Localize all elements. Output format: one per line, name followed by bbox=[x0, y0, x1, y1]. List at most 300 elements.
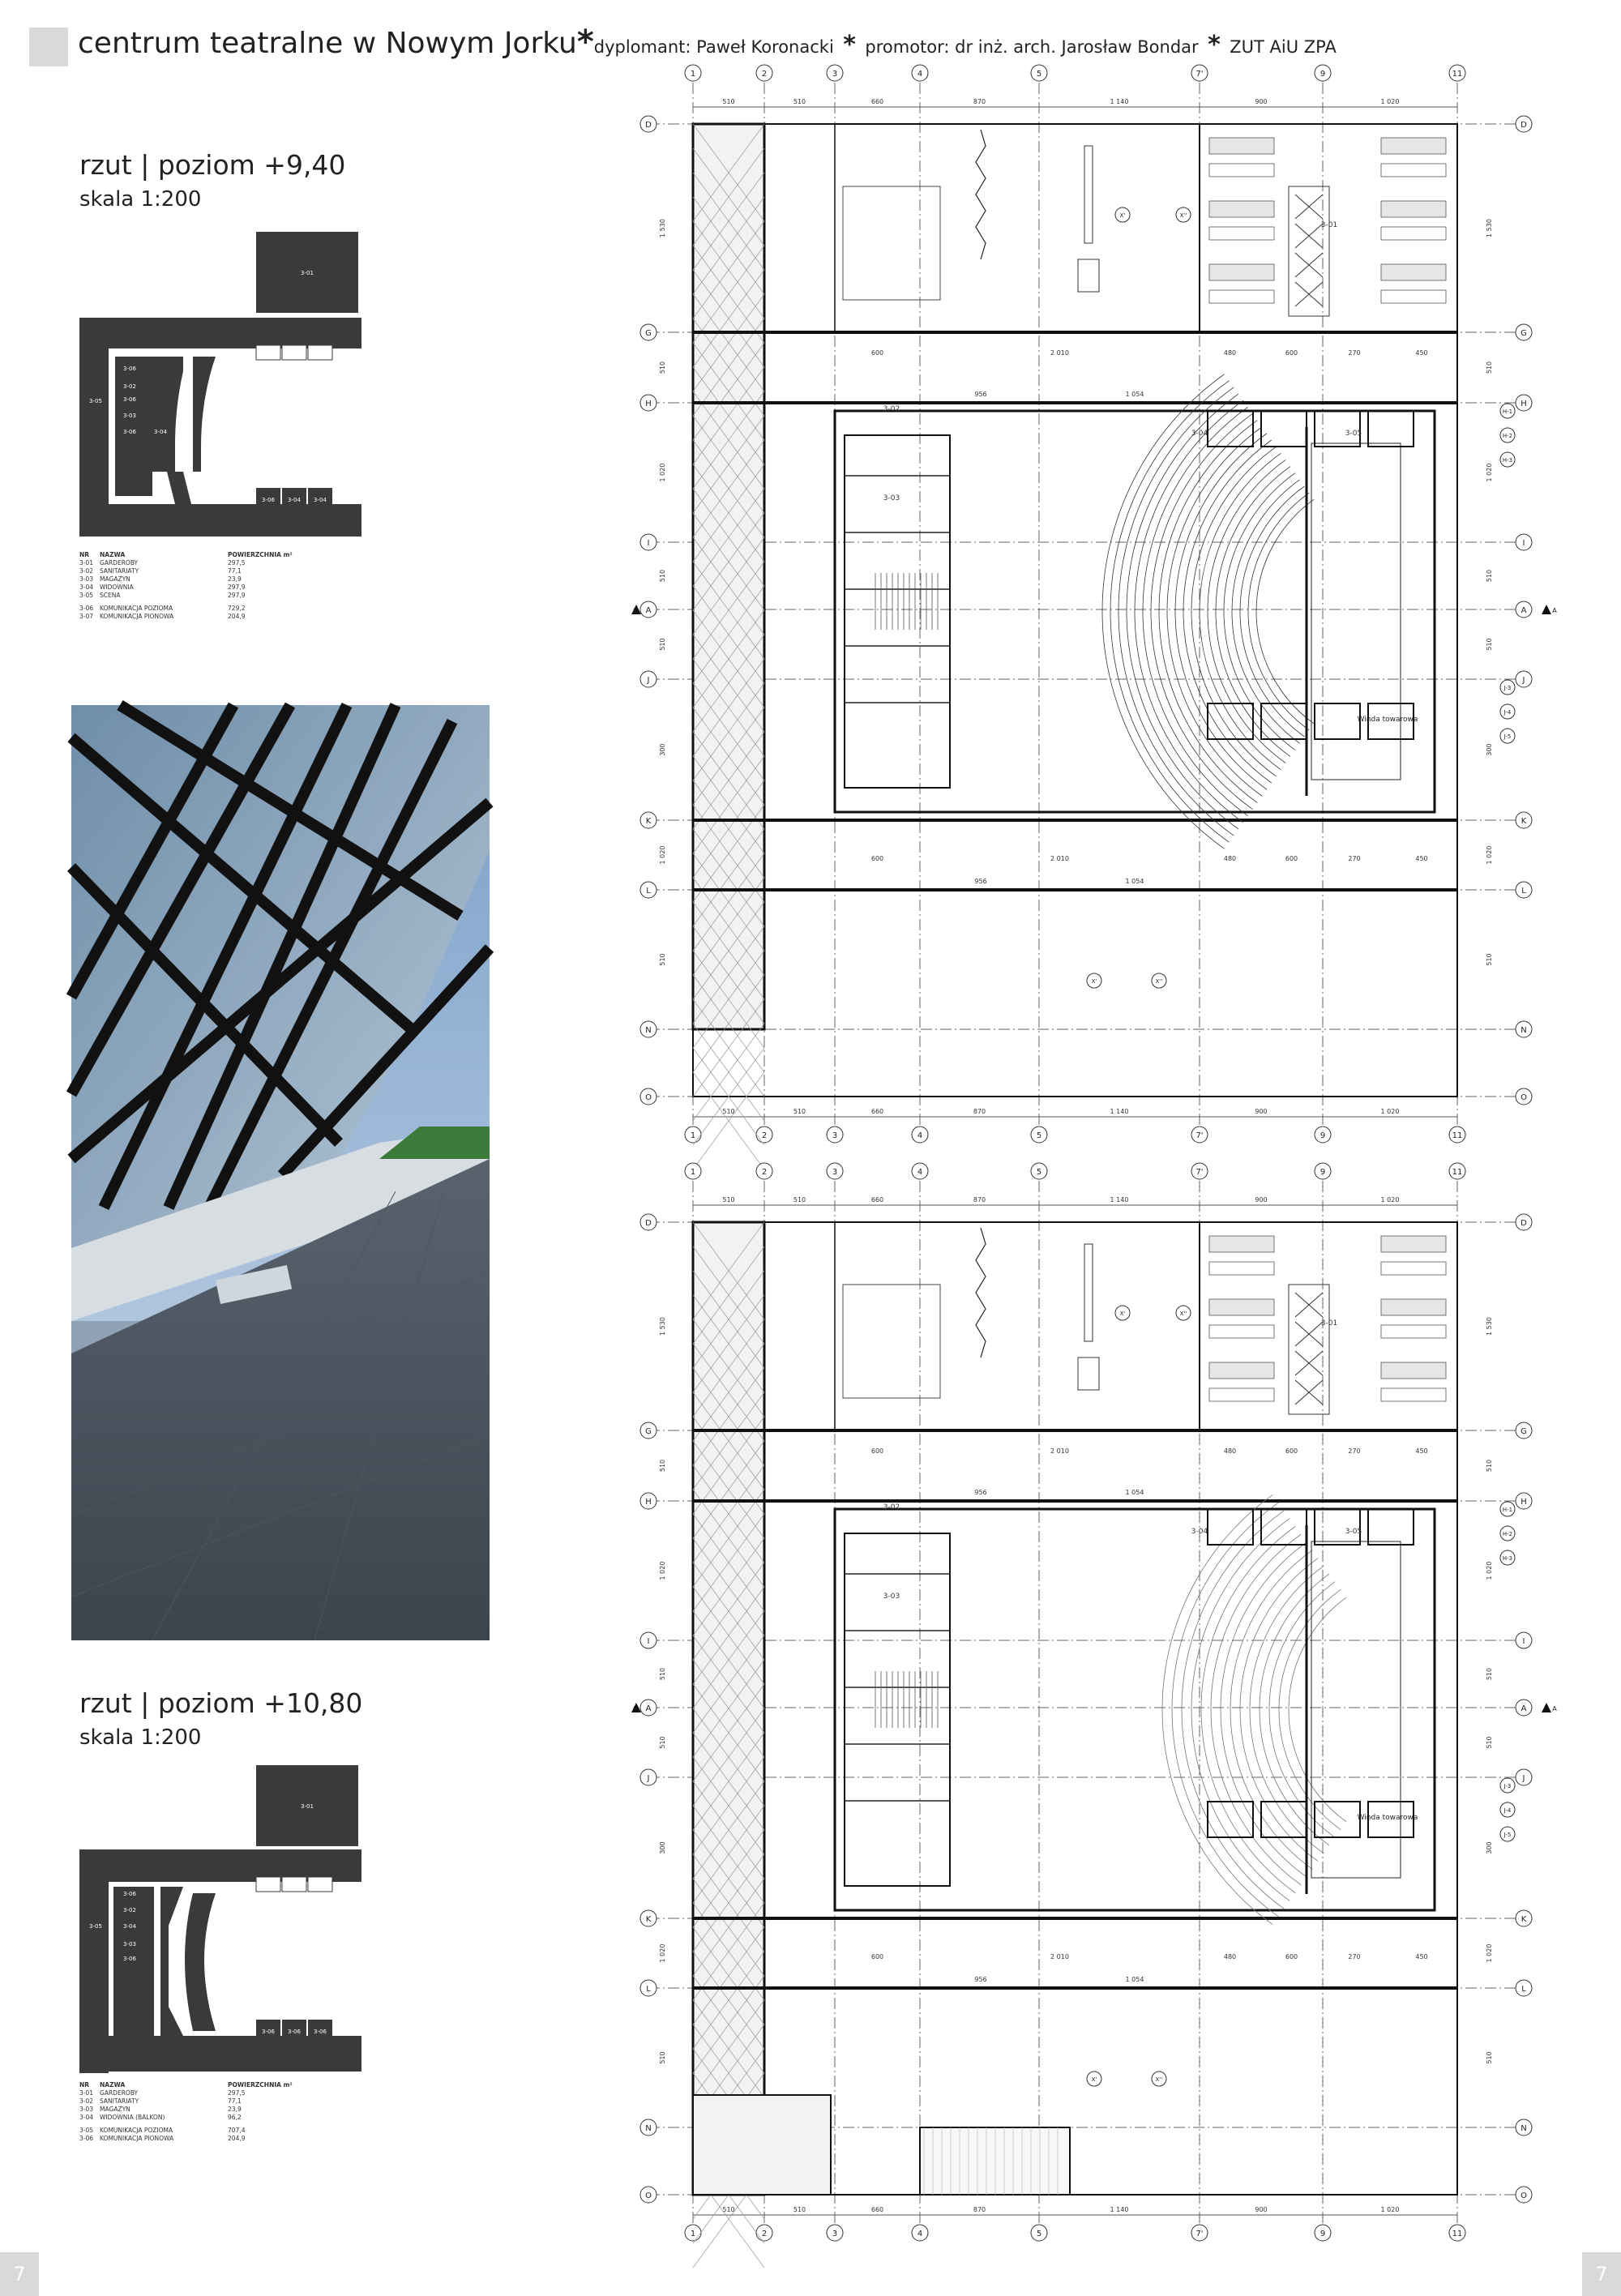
lift-shaft bbox=[1261, 703, 1307, 739]
freight-lift-label: Winda towarowa bbox=[1357, 1814, 1418, 1822]
room-label: 3-04 bbox=[1191, 1528, 1208, 1536]
thumb-room-label: 3-03 bbox=[123, 1941, 136, 1948]
dressing-table bbox=[1209, 201, 1274, 217]
curtain bbox=[976, 130, 986, 259]
thumb-room-label: 3-04 bbox=[123, 1923, 136, 1930]
seating-row bbox=[1182, 1511, 1284, 1909]
axis-label: 5 bbox=[1036, 1131, 1042, 1140]
dressing-table bbox=[1381, 1362, 1446, 1379]
dressing-bench bbox=[1381, 1388, 1446, 1401]
legend-cell: 204,9 bbox=[228, 613, 246, 620]
axis-label: N bbox=[645, 2124, 652, 2133]
axis-label: 4 bbox=[917, 1168, 923, 1177]
dimension-label: 1 054 bbox=[1125, 1976, 1144, 1983]
dressing-bench bbox=[1209, 290, 1274, 303]
dimension-label: 1 020 bbox=[1486, 1943, 1493, 1963]
dimension-label: 1 020 bbox=[1486, 463, 1493, 482]
dressing-bench bbox=[1381, 1262, 1446, 1275]
legend-cell: 297,9 bbox=[228, 584, 246, 591]
plan-scale-2: skala 1:200 bbox=[79, 1725, 202, 1750]
axis-label: L bbox=[646, 1985, 651, 1994]
legend-cell: MAGAZYN bbox=[100, 2106, 130, 2113]
thumbnail-plan-2 bbox=[79, 1764, 365, 2075]
dressing-bench bbox=[1209, 1325, 1274, 1338]
axis-label: L bbox=[646, 887, 651, 896]
legend-cell: 3-07 bbox=[79, 613, 94, 620]
dressing-table bbox=[1209, 1236, 1274, 1252]
legend-cell: POWIERZCHNIA m² bbox=[228, 551, 293, 558]
thumb-room-label: 3-06 bbox=[314, 2029, 327, 2035]
dimension-label: 450 bbox=[1415, 349, 1428, 357]
axis-label: D bbox=[1520, 121, 1527, 130]
grid-tag-label: J-5 bbox=[1503, 733, 1512, 740]
legend-cell: 729,2 bbox=[228, 605, 246, 612]
axis-label: 1 bbox=[690, 1131, 696, 1140]
axis-label: 7' bbox=[1195, 2230, 1204, 2238]
thumb-room-label: 3-06 bbox=[123, 396, 136, 403]
axis-label: 11 bbox=[1452, 2230, 1463, 2238]
dressing-table bbox=[1381, 138, 1446, 154]
legend-cell: 3-01 bbox=[79, 559, 94, 567]
plan-title-1: rzut | poziom +9,40 bbox=[79, 149, 346, 181]
dressing-table bbox=[1381, 264, 1446, 280]
axis-label: K bbox=[645, 817, 652, 826]
axis-label: 3 bbox=[832, 1131, 838, 1140]
legend-table-1 bbox=[79, 551, 299, 621]
dimension-label: 660 bbox=[870, 1196, 884, 1204]
thumb-room-label: 3-06 bbox=[288, 1883, 301, 1890]
axis-label: 9 bbox=[1319, 1131, 1326, 1140]
section-arrow bbox=[1542, 1703, 1551, 1712]
legend-row bbox=[79, 2114, 299, 2122]
thumb-room-label: 3-06 bbox=[262, 2029, 275, 2035]
legend-row bbox=[79, 2135, 299, 2143]
legend-row bbox=[79, 2089, 299, 2097]
lift-shaft bbox=[1315, 1509, 1360, 1545]
legend-cell: KOMUNIKACJA POZIOMA bbox=[100, 2127, 173, 2134]
axis-label: 7' bbox=[1195, 1168, 1204, 1177]
axis-label: K bbox=[1520, 817, 1527, 826]
auditorium-outline bbox=[835, 1509, 1435, 1910]
legend-row bbox=[79, 2081, 299, 2089]
dressing-bench bbox=[1381, 164, 1446, 177]
dimension-label: 600 bbox=[870, 1953, 884, 1960]
legend-cell: 3-04 bbox=[79, 584, 94, 591]
legend-cell: NAZWA bbox=[100, 2081, 126, 2089]
legend-cell: 3-03 bbox=[79, 575, 94, 583]
grid-tag-label: J-4 bbox=[1503, 709, 1512, 716]
dressing-table bbox=[1381, 1236, 1446, 1252]
axis-label: K bbox=[1520, 1915, 1527, 1924]
legend-cell: 23,9 bbox=[228, 2106, 242, 2113]
dimension-label: 510 bbox=[1486, 361, 1493, 374]
dimension-label: 1 020 bbox=[659, 1561, 666, 1580]
room-label: 3-02 bbox=[883, 405, 900, 413]
grid-tag-label: J-3 bbox=[1503, 685, 1512, 691]
service-core bbox=[845, 435, 950, 788]
dimension-label: 1 054 bbox=[1125, 878, 1144, 885]
reference-marker-label: X'' bbox=[1179, 212, 1187, 219]
thumb-band bbox=[79, 318, 361, 348]
legend-table-2 bbox=[79, 2081, 299, 2143]
grid-tag-label: J-5 bbox=[1503, 1832, 1512, 1838]
section-mark-label: A bbox=[1552, 607, 1557, 614]
axis-label: A bbox=[1520, 606, 1527, 615]
legend-cell: POWIERZCHNIA m² bbox=[228, 2081, 293, 2089]
legend-row bbox=[79, 2127, 299, 2135]
thumb-room-label: 3-06 bbox=[262, 497, 275, 503]
legend-cell: NR bbox=[79, 551, 90, 558]
dimension-label: 600 bbox=[1285, 855, 1298, 862]
dimension-label: 1 530 bbox=[659, 219, 666, 237]
dimension-label: 270 bbox=[1348, 1447, 1361, 1455]
dimension-label: 1 140 bbox=[1110, 1196, 1129, 1204]
dimension-label: 510 bbox=[659, 638, 666, 651]
axis-label: J bbox=[1522, 1774, 1525, 1783]
dimension-label: 956 bbox=[974, 1976, 987, 1983]
legend-cell: GARDEROBY bbox=[100, 2089, 139, 2097]
thumb-room-label: 3-06 bbox=[123, 1956, 136, 1962]
dimension-label: 600 bbox=[870, 349, 884, 357]
dimension-label: 300 bbox=[659, 743, 666, 756]
thumb-balcony bbox=[160, 1887, 183, 2036]
legend-cell: 96,2 bbox=[228, 2114, 242, 2121]
dimension-label: 870 bbox=[973, 98, 986, 105]
thumb-room-label: 3-01 bbox=[301, 1803, 314, 1810]
thumb-band bbox=[79, 318, 109, 537]
dimension-label: 510 bbox=[793, 2206, 806, 2213]
room-label: 3-01 bbox=[1320, 1319, 1338, 1328]
room-label: 3-05 bbox=[1345, 430, 1362, 438]
seating-row bbox=[1110, 381, 1229, 842]
axis-label: J bbox=[647, 1774, 650, 1783]
counterweight bbox=[1078, 259, 1099, 292]
axis-label: H bbox=[1520, 400, 1527, 408]
axis-label: N bbox=[1520, 2124, 1527, 2133]
axis-label: D bbox=[1520, 1219, 1527, 1228]
section-mark-label: A bbox=[632, 607, 637, 614]
seating-row bbox=[1230, 1550, 1312, 1870]
legend-table bbox=[79, 2081, 299, 2143]
thumb-room-label: 3-01 bbox=[301, 270, 314, 276]
thumb-room-label: 3-04 bbox=[288, 497, 301, 503]
dimension-label: 1 020 bbox=[1380, 98, 1400, 105]
dimension-label: 600 bbox=[1285, 1953, 1298, 1960]
axis-label: J bbox=[647, 676, 650, 685]
thumb-balcony bbox=[185, 1893, 216, 2031]
stage-tower bbox=[835, 124, 1200, 332]
dimension-label: 2 010 bbox=[1050, 855, 1069, 862]
dimension-label: 1 530 bbox=[659, 1317, 666, 1336]
dimension-label: 1 530 bbox=[1486, 1317, 1493, 1336]
dimension-label: 1 020 bbox=[1486, 845, 1493, 865]
axis-label: 2 bbox=[761, 2230, 768, 2238]
axis-label: G bbox=[645, 329, 652, 338]
dimension-label: 2 010 bbox=[1050, 349, 1069, 357]
dimension-label: 270 bbox=[1348, 1953, 1361, 1960]
dimension-label: 510 bbox=[659, 953, 666, 966]
legend-cell: GARDEROBY bbox=[100, 559, 139, 567]
dressing-table bbox=[1381, 1299, 1446, 1315]
seating-row bbox=[1240, 486, 1304, 737]
thumb-room-label: 3-05 bbox=[89, 1923, 102, 1930]
dimension-label: 870 bbox=[973, 1196, 986, 1204]
seating-row bbox=[1289, 1597, 1346, 1822]
service-core bbox=[845, 1533, 950, 1886]
dressing-bench bbox=[1209, 1262, 1274, 1275]
axis-label: 3 bbox=[832, 1168, 838, 1177]
dimension-label: 510 bbox=[1486, 953, 1493, 966]
legend-cell: SCENA bbox=[100, 592, 121, 599]
building-outline bbox=[693, 124, 1457, 1097]
dimension-label: 1 140 bbox=[1110, 98, 1129, 105]
dimension-label: 956 bbox=[974, 391, 987, 398]
lift-shaft bbox=[1368, 411, 1414, 447]
seating-row bbox=[1208, 460, 1285, 763]
grid-tag-label: J-3 bbox=[1503, 1783, 1512, 1789]
thumb-room-label: 3-04 bbox=[262, 352, 275, 358]
thumb-room-label: 3-02 bbox=[123, 1907, 136, 1913]
thumb-room-label: 3-04 bbox=[314, 352, 327, 358]
seating-row bbox=[1279, 1589, 1341, 1829]
seating-row bbox=[1167, 427, 1262, 797]
plan-title-2: rzut | poziom +10,80 bbox=[79, 1687, 363, 1719]
stage-lift bbox=[843, 1285, 940, 1398]
axis-label: 1 bbox=[690, 70, 696, 79]
reference-marker-label: X'' bbox=[1179, 1310, 1187, 1317]
seating-row bbox=[1159, 421, 1257, 803]
dimension-label: 900 bbox=[1255, 2206, 1268, 2213]
thumb-room-label: 3-06 bbox=[288, 2029, 301, 2035]
legend-cell: NAZWA bbox=[100, 551, 126, 558]
thumb-room-label: 3-04 bbox=[288, 352, 301, 358]
axis-label: 4 bbox=[917, 1131, 923, 1140]
stage-area bbox=[1311, 443, 1401, 780]
legend-row bbox=[79, 605, 299, 613]
seating-row bbox=[1183, 440, 1272, 783]
dimension-label: 510 bbox=[1486, 1667, 1493, 1681]
legend-cell: 3-03 bbox=[79, 2106, 94, 2113]
lift-shaft bbox=[1261, 1802, 1307, 1837]
dimension-label: 1 020 bbox=[659, 463, 666, 482]
seating-row bbox=[1127, 394, 1238, 829]
perspective-render bbox=[71, 705, 490, 1640]
dressing-table bbox=[1381, 201, 1446, 217]
grid-tag-label: H-3 bbox=[1502, 1555, 1513, 1562]
axis-label: 2 bbox=[761, 1168, 768, 1177]
stage-area bbox=[1311, 1541, 1401, 1878]
grid-tag-label: H-3 bbox=[1502, 457, 1513, 464]
legend-row bbox=[79, 613, 299, 621]
dimension-label: 510 bbox=[1486, 569, 1493, 583]
dimension-label: 900 bbox=[1255, 1108, 1268, 1115]
legend-row bbox=[79, 567, 299, 575]
dressing-table bbox=[1209, 264, 1274, 280]
dimension-label: 900 bbox=[1255, 1196, 1268, 1204]
grid-tag-label: H-1 bbox=[1502, 1507, 1513, 1513]
axis-label: I bbox=[647, 1637, 650, 1646]
axis-label: 7' bbox=[1195, 70, 1204, 79]
room-label: 3-01 bbox=[1320, 221, 1338, 229]
seating-row bbox=[1260, 1574, 1329, 1845]
legend-cell: 297,5 bbox=[228, 2089, 246, 2097]
thumbnail-plan-1 bbox=[79, 229, 365, 540]
counterweight bbox=[1078, 1358, 1099, 1390]
axis-label: D bbox=[645, 1219, 652, 1228]
floor-plan-level-9-40 bbox=[631, 65, 1557, 1169]
dressing-bench bbox=[1209, 227, 1274, 240]
dimension-label: 1 020 bbox=[659, 1943, 666, 1963]
dimension-label: 450 bbox=[1415, 1953, 1428, 1960]
dimension-label: 510 bbox=[722, 98, 735, 105]
thumb-room-label: 3-06 bbox=[123, 366, 136, 372]
dimension-label: 600 bbox=[1285, 1447, 1298, 1455]
stage-tower bbox=[835, 1222, 1200, 1430]
dressing-bench bbox=[1209, 1388, 1274, 1401]
room-label: 3-03 bbox=[883, 494, 900, 502]
dimension-label: 450 bbox=[1415, 855, 1428, 862]
legend-cell: 3-02 bbox=[79, 2097, 94, 2105]
axis-label: L bbox=[1521, 1985, 1526, 1994]
technical-floor-plans bbox=[632, 57, 1556, 2277]
legend-cell: 3-05 bbox=[79, 2127, 94, 2134]
section-arrow bbox=[1542, 605, 1551, 614]
legend-table bbox=[79, 551, 299, 621]
separator-star: * bbox=[1208, 31, 1221, 59]
reference-marker-label: X'' bbox=[1155, 978, 1163, 985]
seating-row bbox=[1256, 499, 1314, 724]
dimension-label: 510 bbox=[659, 1736, 666, 1749]
axis-label: D bbox=[645, 121, 652, 130]
axis-label: 4 bbox=[917, 70, 923, 79]
reference-marker-label: X'' bbox=[1155, 2076, 1163, 2083]
axis-label: N bbox=[1520, 1026, 1527, 1035]
reference-marker-label: X' bbox=[1091, 978, 1097, 985]
lift-shaft bbox=[1315, 411, 1360, 447]
dimension-label: 1 020 bbox=[1380, 1108, 1400, 1115]
dimension-label: 300 bbox=[659, 1841, 666, 1854]
seating-row bbox=[1102, 374, 1225, 849]
axis-label: O bbox=[645, 1093, 652, 1102]
seating-row bbox=[1151, 413, 1252, 809]
dimension-label: 510 bbox=[722, 2206, 735, 2213]
legend-cell: 23,9 bbox=[228, 575, 242, 583]
dimension-label: 300 bbox=[1486, 743, 1493, 756]
lift-shaft bbox=[1261, 1509, 1307, 1545]
thumb-room-label: 3-02 bbox=[123, 383, 136, 390]
lift-shaft bbox=[1208, 1509, 1253, 1545]
grid-tag-label: H-2 bbox=[1502, 433, 1513, 439]
room-label: 3-05 bbox=[1345, 1528, 1362, 1536]
legend-cell: WIDOWNIA (BALKON) bbox=[100, 2114, 165, 2121]
axis-label: 11 bbox=[1452, 1168, 1463, 1177]
grid-tag-label: H-1 bbox=[1502, 408, 1513, 415]
legend-cell: 77,1 bbox=[228, 2097, 242, 2105]
separator-star: * bbox=[576, 24, 594, 61]
dimension-label: 660 bbox=[870, 98, 884, 105]
legend-cell: 297,5 bbox=[228, 559, 246, 567]
legend-cell: NR bbox=[79, 2081, 90, 2089]
pipe bbox=[1084, 1244, 1093, 1341]
annex bbox=[920, 2127, 1070, 2195]
axis-label: 5 bbox=[1036, 1168, 1042, 1177]
institution-label: ZUT AiU ZPA bbox=[1230, 37, 1337, 57]
promoter-label: promotor: dr inż. arch. Jarosław Bondar bbox=[865, 37, 1199, 57]
axis-label: 5 bbox=[1036, 2230, 1042, 2238]
dimension-label: 510 bbox=[659, 569, 666, 583]
thumb-room-label: 3-06 bbox=[123, 1891, 136, 1897]
seating-row bbox=[1248, 493, 1309, 730]
axis-label: A bbox=[645, 606, 652, 615]
axis-label: 3 bbox=[832, 2230, 838, 2238]
room-label: 3-04 bbox=[1191, 430, 1208, 438]
legend-cell: 204,9 bbox=[228, 2135, 246, 2142]
legend-row bbox=[79, 2106, 299, 2114]
dimension-label: 1 020 bbox=[1486, 1561, 1493, 1580]
axis-label: O bbox=[1520, 2191, 1527, 2200]
dimension-label: 1 020 bbox=[659, 845, 666, 865]
dimension-label: 510 bbox=[659, 2051, 666, 2064]
dressing-bench bbox=[1381, 1325, 1446, 1338]
dimension-label: 510 bbox=[722, 1108, 735, 1115]
axis-label: H bbox=[1520, 1498, 1527, 1507]
legend-cell: SANITARIATY bbox=[100, 2097, 139, 2105]
dimension-label: 300 bbox=[1486, 1841, 1493, 1854]
thumb-band bbox=[79, 2036, 361, 2072]
annex bbox=[693, 2095, 831, 2195]
page-number-right: 7 bbox=[1582, 2252, 1621, 2296]
dimension-label: 1 140 bbox=[1110, 1108, 1129, 1115]
legend-cell: WIDOWNIA bbox=[100, 584, 134, 591]
room-label: 3-03 bbox=[883, 1593, 900, 1601]
header-color-block bbox=[29, 28, 68, 66]
dimension-label: 660 bbox=[870, 2206, 884, 2213]
lift-shaft bbox=[1315, 1802, 1360, 1837]
room-label: 3-02 bbox=[883, 1503, 900, 1511]
legend-cell: 3-06 bbox=[79, 605, 94, 612]
legend-row bbox=[79, 575, 299, 584]
dimension-label: 1 020 bbox=[1380, 2206, 1400, 2213]
reference-marker-label: X' bbox=[1119, 212, 1126, 219]
axis-label: 5 bbox=[1036, 70, 1042, 79]
dimension-label: 480 bbox=[1223, 1953, 1237, 1960]
axis-label: 7' bbox=[1195, 1131, 1204, 1140]
grid-tag-label: J-4 bbox=[1503, 1807, 1512, 1814]
dimension-label: 1 020 bbox=[1380, 1196, 1400, 1204]
legend-row bbox=[79, 584, 299, 592]
section-mark-label: A bbox=[1552, 1705, 1557, 1712]
dimension-label: 510 bbox=[1486, 638, 1493, 651]
legend-cell: 3-06 bbox=[79, 2135, 94, 2142]
dimension-label: 480 bbox=[1223, 855, 1237, 862]
axis-label: A bbox=[645, 1704, 652, 1713]
axis-label: 9 bbox=[1319, 2230, 1326, 2238]
seating-row bbox=[1162, 1494, 1272, 1924]
thumb-room-label: 3-03 bbox=[123, 413, 136, 419]
axis-label: 1 bbox=[690, 2230, 696, 2238]
thumb-room-label: 3-04 bbox=[154, 429, 167, 435]
dimension-label: 510 bbox=[793, 1108, 806, 1115]
thumb-room-label: 3-05 bbox=[89, 398, 102, 404]
seating-row bbox=[1118, 387, 1234, 836]
freight-lift-label: Winda towarowa bbox=[1357, 716, 1418, 724]
plan-scale-1: skala 1:200 bbox=[79, 187, 202, 212]
dimension-label: 510 bbox=[793, 98, 806, 105]
dimension-label: 270 bbox=[1348, 349, 1361, 357]
axis-label: N bbox=[645, 1026, 652, 1035]
seating-row bbox=[1191, 1519, 1290, 1901]
axis-label: 2 bbox=[761, 70, 768, 79]
